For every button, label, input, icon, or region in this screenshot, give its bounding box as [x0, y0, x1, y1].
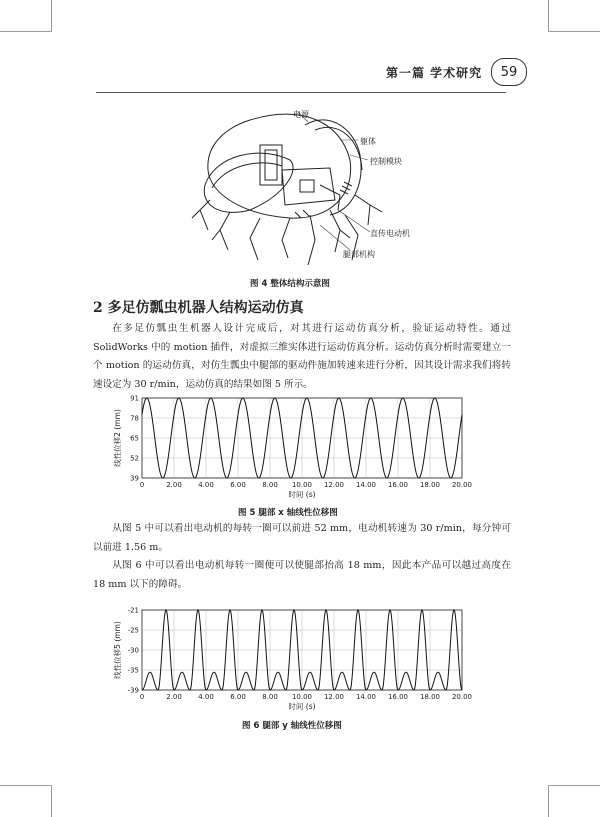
x-tick-label: 2.00 — [166, 481, 182, 489]
paragraph-3 — [93, 557, 511, 594]
crop-mark — [548, 0, 549, 31]
y-tick-label: 91 — [130, 394, 139, 403]
crop-mark — [548, 31, 600, 32]
x-tick-label: 18.00 — [419, 693, 441, 701]
y-tick-label: 52 — [130, 454, 139, 463]
figure6-caption: 图 6 腿部 y 轴线性位移图 — [242, 721, 342, 731]
label-control: 控制模块 — [370, 157, 402, 166]
x-tick-label: 16.00 — [387, 481, 409, 489]
y-axis-label: 线性位移5 (mm) — [113, 621, 122, 679]
y-tick-label: -25 — [127, 626, 139, 635]
x-tick-label: 4.00 — [198, 481, 214, 489]
x-tick-label: 10.00 — [291, 693, 313, 701]
y-tick-label: -39 — [127, 686, 139, 695]
header-rule — [96, 92, 506, 93]
label-leg: 腿部机构 — [343, 250, 375, 259]
x-tick-label: 12.00 — [323, 693, 345, 701]
x-tick-label: 8.00 — [262, 693, 278, 701]
label-motor: 直传电动机 — [370, 229, 410, 238]
x-tick-label: 2.00 — [166, 693, 182, 701]
figure5-chart — [110, 390, 480, 502]
x-axis-label: 时间 (s) — [288, 490, 316, 499]
paragraph-2 — [93, 520, 511, 557]
paragraph-1 — [93, 320, 511, 394]
page-number: 59 — [491, 58, 527, 86]
y-tick-label: 78 — [130, 414, 139, 423]
x-tick-label: 6.00 — [230, 693, 246, 701]
crop-mark — [0, 785, 52, 786]
figure5-caption: 图 5 腿部 x 轴线性位移图 — [238, 508, 338, 518]
y-tick-label: -30 — [127, 646, 139, 655]
x-tick-label: 8.00 — [262, 481, 278, 489]
running-header: 第一篇 学术研究 — [386, 66, 483, 80]
crop-mark — [51, 785, 52, 817]
x-tick-label: 12.00 — [323, 481, 345, 489]
paragraph-2-text: 从图 5 中可以看出电动机的每转一圈可以前进 52 mm，电动机转速为 30 r/min，每分钟可以前进 1.56 m。 — [93, 523, 511, 553]
x-tick-label: 0 — [139, 481, 145, 489]
crop-mark — [0, 31, 52, 32]
label-body: 躯体 — [360, 137, 376, 146]
figure4-caption: 图 4 整体结构示意图 — [250, 279, 330, 289]
crop-mark — [548, 785, 549, 817]
figure6-chart — [110, 602, 480, 714]
label-power: 电源 — [293, 110, 309, 119]
x-tick-label: 4.00 — [198, 693, 214, 701]
y-axis-label: 线性位移2 (mm) — [113, 409, 122, 467]
x-tick-label: 14.00 — [355, 693, 377, 701]
x-tick-label: 0 — [139, 693, 145, 701]
paragraph-3-text: 从图 6 中可以看出电动机每转一圈便可以使腿部抬高 18 mm，因此本产品可以越过高度在 18 mm 以下的障碍。 — [93, 560, 511, 590]
y-tick-label: -21 — [127, 606, 139, 615]
x-tick-label: 20.00 — [451, 693, 473, 701]
y-tick-label: 39 — [130, 474, 139, 483]
y-tick-label: 65 — [130, 434, 139, 443]
x-tick-label: 16.00 — [387, 693, 409, 701]
section-heading: 2 多足仿瓢虫机器人结构运动仿真 — [93, 300, 304, 316]
paragraph-1-text: 在多足仿瓢虫生机器人设计完成后，对其进行运动仿真分析，验证运动特性。通过 SolidWorks 中的 motion 插件，对虚拟三维实体进行运动仿真分析。运动仿真分析时需要建立一个 motion 的运动仿真，对仿生瓢虫中腿部的驱动件施加转速来进行分析，因其设计需求我们将转速设定为 30 r/min，运动仿真的结果如图 5 所示。 — [93, 323, 511, 390]
x-tick-label: 10.00 — [291, 481, 313, 489]
x-tick-label: 6.00 — [230, 481, 246, 489]
crop-mark — [548, 785, 600, 786]
y-tick-label: -35 — [127, 666, 139, 675]
robot-structure-drawing — [190, 100, 420, 275]
x-tick-label: 18.00 — [419, 481, 441, 489]
x-axis-label: 时间 (s) — [288, 702, 316, 711]
x-tick-label: 20.00 — [451, 481, 473, 489]
crop-mark — [51, 0, 52, 31]
x-tick-label: 14.00 — [355, 481, 377, 489]
